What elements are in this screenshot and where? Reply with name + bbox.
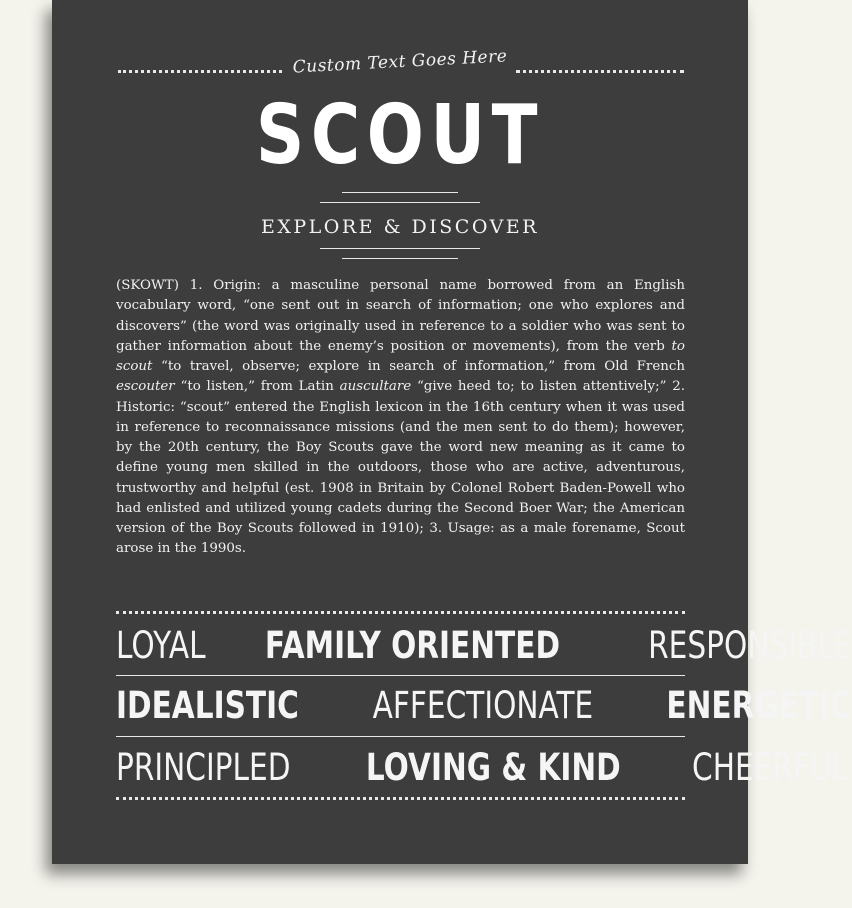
definition-italic-1: to scout xyxy=(116,338,685,374)
tagline-rule-1 xyxy=(320,248,480,249)
trait-loving-kind: LOVING & KIND xyxy=(366,746,621,789)
dotted-divider-right xyxy=(516,70,684,73)
trait-separator-1 xyxy=(116,675,685,676)
trait-principled: PRINCIPLED xyxy=(116,746,291,789)
name-title: SCOUT xyxy=(255,88,545,183)
definition-italic-2: escouter xyxy=(116,379,175,395)
trait-idealistic: IDEALISTIC xyxy=(116,684,299,727)
title-rule-top-2 xyxy=(320,202,480,203)
trait-line-1 xyxy=(116,624,852,668)
trait-separator-2 xyxy=(116,736,685,737)
dotted-divider-traits-top xyxy=(116,611,685,614)
definition-text-4: “give heed to; to listen attentively;” 2. Historic: “scout” entered the English lexicon in the 16th century when it was used in reference to reconnaissance missions (and the men sent to do them); however, by the 20th century, the Boy Scouts gave the word new meaning as it came to define young men skilled in the outdoors, those who are active, adventurous, trustworthy and helpful (est. 1908 in Britain by Colonel Robert Baden-Powell who had enlisted and utilized young cadets during the Second Boer War; the American version of the Boy Scouts followed in 1910); 3. Usage: as a male forename, Scout arose in the 1990s. xyxy=(116,379,685,557)
trait-affectionate: AFFECTIONATE xyxy=(372,684,593,727)
name-poster xyxy=(52,0,852,864)
custom-text: Custom Text Goes Here xyxy=(292,46,508,78)
tagline: EXPLORE & DISCOVER xyxy=(261,216,539,238)
definition-text-1: (SKOWT) 1. Origin: a masculine personal name borrowed from an English vocabulary word, “one sent out in search of information; one who explores and discovers” (the word was originally used in reference to a soldier who was sent to gather information about the enemy’s position or movements), from the verb xyxy=(116,278,685,354)
definition-text-3: “to listen,” from Latin xyxy=(174,379,340,395)
trait-family-oriented: FAMILY ORIENTED xyxy=(264,624,561,667)
definition-italic-3: auscultare xyxy=(339,379,412,395)
title-rule-top-1 xyxy=(342,192,458,193)
trait-responsible: RESPONSIBLE xyxy=(648,624,852,667)
tagline-rule-2 xyxy=(342,258,458,259)
trait-energetic: ENERGETIC xyxy=(666,684,852,727)
name-definition xyxy=(116,276,685,560)
dotted-divider-traits-bottom xyxy=(116,797,685,800)
trait-line-2 xyxy=(116,684,852,728)
definition-text-2: “to travel, observe; explore in search of information,” from Old French xyxy=(152,359,685,374)
trait-cheerful: CHEERFUL xyxy=(691,746,848,789)
trait-loyal: LOYAL xyxy=(116,624,206,667)
trait-line-3 xyxy=(116,746,848,790)
